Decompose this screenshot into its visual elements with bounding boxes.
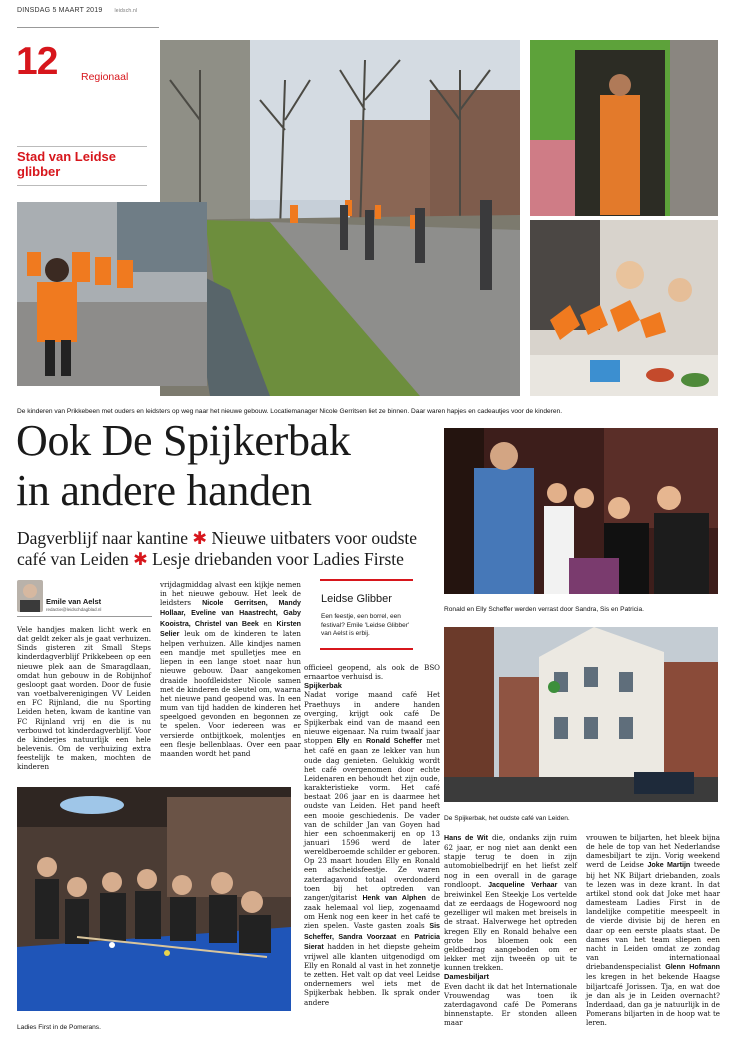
sidebar-rule-top (320, 579, 413, 581)
author-rule (17, 616, 152, 617)
headline-line-1: Ook De Spijkerbak (16, 416, 351, 465)
column-5: vrouwen te biljarten, het bleek bijna de hele de top van het Nederlandse damesbiljart te zijn. Vorig weekend werd de Leidse Joke Martijn tweede bij het NK Biljart driebanden, zoals te lezen was in deze krant. In dat artikel stond ook dat Joke met haar damesteam Ladies First in de landelijke competitie meespeelt in de vierde divisie bij de heren en daar op een eerste plaats staat. De dames van het team sliepen een nacht in Leiden omdat ze zondag van internationaal driebandenspecialist Glenn Hofmann les kregen in het bekende Haagse biljartcafé Jorissen. Tja, en wat doe je dan als je in Leiden overnacht? Inderdaad, dan ga je natuurlijk in de Pomerans biljarten in de hoop wat te leren. (586, 833, 720, 1028)
deck-part-2: Nieuwe uitbaters voor oudste (211, 528, 418, 548)
article-deck (17, 528, 437, 570)
headline-line-2: in andere handen (16, 466, 312, 515)
photo-street-procession (160, 40, 520, 396)
column-4: Hans de Wit die, ondanks zijn ruim 62 jaar, er nog niet aan denkt een stapje terug te doen in zijn automobielbedrijf en het liefst zelf nog in een overall in de garage rondloopt. Jacqueline Verhaar van breiwinkel Een Steekje Los vertelde dat ze eerdaags de Hogewoord nog gezelliger wil maken met breisels in de straat. Halverwege het optreden kregen Elly en Ronald behalve een grote bos bloemen ook een geldbedrag aangeboden om er lekker met zijn tweeën op uit te kunnen trekken. Damesbiljart Even dacht ik dat het Internationale Vrouwendag was toen ik zaterdagavond café De Pomerans binnenstapte. Er stonden alleen maar (444, 833, 577, 1028)
page-number: 12 (16, 40, 58, 83)
photo-ladies-billiards (17, 787, 291, 1011)
asterisk-icon-2: ✱ (133, 549, 148, 569)
top-rule (17, 27, 159, 28)
masthead-site: leidsch.nl (114, 8, 138, 14)
sidebar-text: Een feestje, een borrel, een festival? Emile 'Leidse Glibber' van Aelst is erbij. (321, 613, 410, 637)
photo-ronald-elly-group (444, 428, 718, 594)
column-name-rule-bottom (17, 185, 147, 186)
photo-kids-walking (17, 202, 207, 386)
section-label: Regionaal (81, 71, 129, 83)
name-kirsten: Kirsten Selier (160, 619, 301, 638)
deck-part-4: Lesje driebanden voor Ladies Firste (152, 549, 404, 569)
asterisk-icon: ✱ (192, 528, 208, 548)
subhead-spijkerbak: Spijkerbak (304, 681, 342, 691)
top-photo-caption: De kinderen van Prikkebeen met ouders en leidsters op weg naar het nieuwe gebouw. Locatiemanager Nicole Gerritsen liet ze binnen. Daar waren hapjes en cadeautjes voor de kinderen. (17, 408, 563, 415)
author-email: redactie@leidschdagblad.nl (46, 607, 102, 612)
author-avatar (17, 580, 43, 612)
deck-part-1: Dagverblijf naar kantine (17, 528, 189, 548)
column-name-rule (17, 146, 147, 147)
column-1: Vele handjes maken licht werk en dat geldt zeker als je gaat verhuizen. Sinds gisteren zit Small Steps kinderdagverblijf Prikkebeen op een nieuwe plek aan de Smaragdlaan, omdat hun gebouw in de Robijnhof gesloopt gaat worden. Door de fusie van voetbalverenigingen VV Leiden en FC Rijnland, die nu Sporting Leiden heten, kwam de kantine van FC Rijnland vrij en die is nu verbouwd tot kinderdagverblijf. Voor de kinderjes natuurlijk een hele belevenis. Om de verhuizing extra feestelijk te maken, mochten de kinderen (17, 625, 151, 772)
caption-spijkerbak: De Spijkerbak, het oudste café van Leiden. (444, 815, 570, 822)
names-leidsters: Nicole Gerritsen, Mandy Hollaar, Eveline van Haastrecht, Gaby Kooistra, Christel van Beek (160, 599, 301, 628)
photo-spijkerbak-building (444, 627, 718, 802)
subhead-damesbiljart: Damesbiljart (444, 972, 490, 982)
column-3: officieel geopend, als ook de BSO ernaartoe verhuisd is. Spijkerbak Nadat vorige maand café Het Praethuys in andere handen overging, krijgt ook café De Spijkerbak eind van de maand een nieuwe eigenaar. Na ruim twaalf jaar stoppen Elly en Ronald Scheffer met het café en gaan ze lekker van hun oude dag genieten. Gelukkig wordt het café overgenomen door echte Leidenaren en behoudt het zijn oude, karakteristieke vorm. Het café bestaat 206 jaar en is daarmee het oudste van Leiden. Het pand heeft een mooie geschiedenis. De vader van de schilder Jan van Goyen had hier een schoenmakerij en op 13 januari 1596 werd de later wereldberoemde schilder er geboren. Op 23 maart houden Elly en Ronald een afscheidsfeestje. Ze waren zaterdagavond totaal overdonderd toen bij het optreden van zanger/gitarist Henk van Alphen de zaak helemaal vol liep, zogenaamd om Henk nog een keer in het café te zien spelen. Vaste gasten zoals Sis Scheffer, Sandra Voorzaat en Patricia Sierat hadden in het diepste geheim vrijwel alle klanten uitgenodigd om Elly en Ronald al vast in het zonnetje te zetten. Het valt op dat veel Leidse ondernemers wel iets met de Spijkerbak hebben. Ik sprak onder andere (304, 663, 440, 1007)
sidebar-title: Leidse Glibber (321, 593, 392, 605)
deck-part-3: café van Leiden (17, 549, 129, 569)
caption-ronald-elly: Ronald en Elly Scheffer werden verrast door Sandra, Sis en Patricia. (444, 606, 644, 613)
photo-woman-door (530, 40, 718, 216)
column-2: vrijdagmiddag alvast een kijkje nemen in het nieuwe gebouw. Het leek de leidsters Nicole Gerritsen, Mandy Hollaar, Eveline van Haastrecht, Gaby Kooistra, Christel van Beek en Kirsten Selier leuk om de kinderen te laten helpen verhuizen. Alle kindjes namen een mandje met spulletjes mee en liepen in een lange stoet naar hun nieuwe gebouw. Daar aangekomen draaide hoofdleidster Nicole samen met de kinderen de sleutel om, waarna het nieuwe pand geopend was. In een mum van tijd hadden de kinderen het speelgoed gevonden en begonnen ze te spelen. Voor iedereen was er versierde ontbijtkoek, molentjes en een flesje bellenblaas. Over een paar maanden wordt het pand (160, 580, 301, 758)
sidebar-rule-bottom (320, 648, 413, 650)
author-name: Emile van Aelst (46, 597, 102, 606)
column-name: Stad van Leidse glibber (17, 149, 116, 179)
photo-pinwheels-table (530, 220, 718, 396)
masthead-date: DINSDAG 5 MAART 2019 leidsch.nl (17, 7, 138, 14)
caption-ladies: Ladies First in de Pomerans. (17, 1024, 101, 1031)
